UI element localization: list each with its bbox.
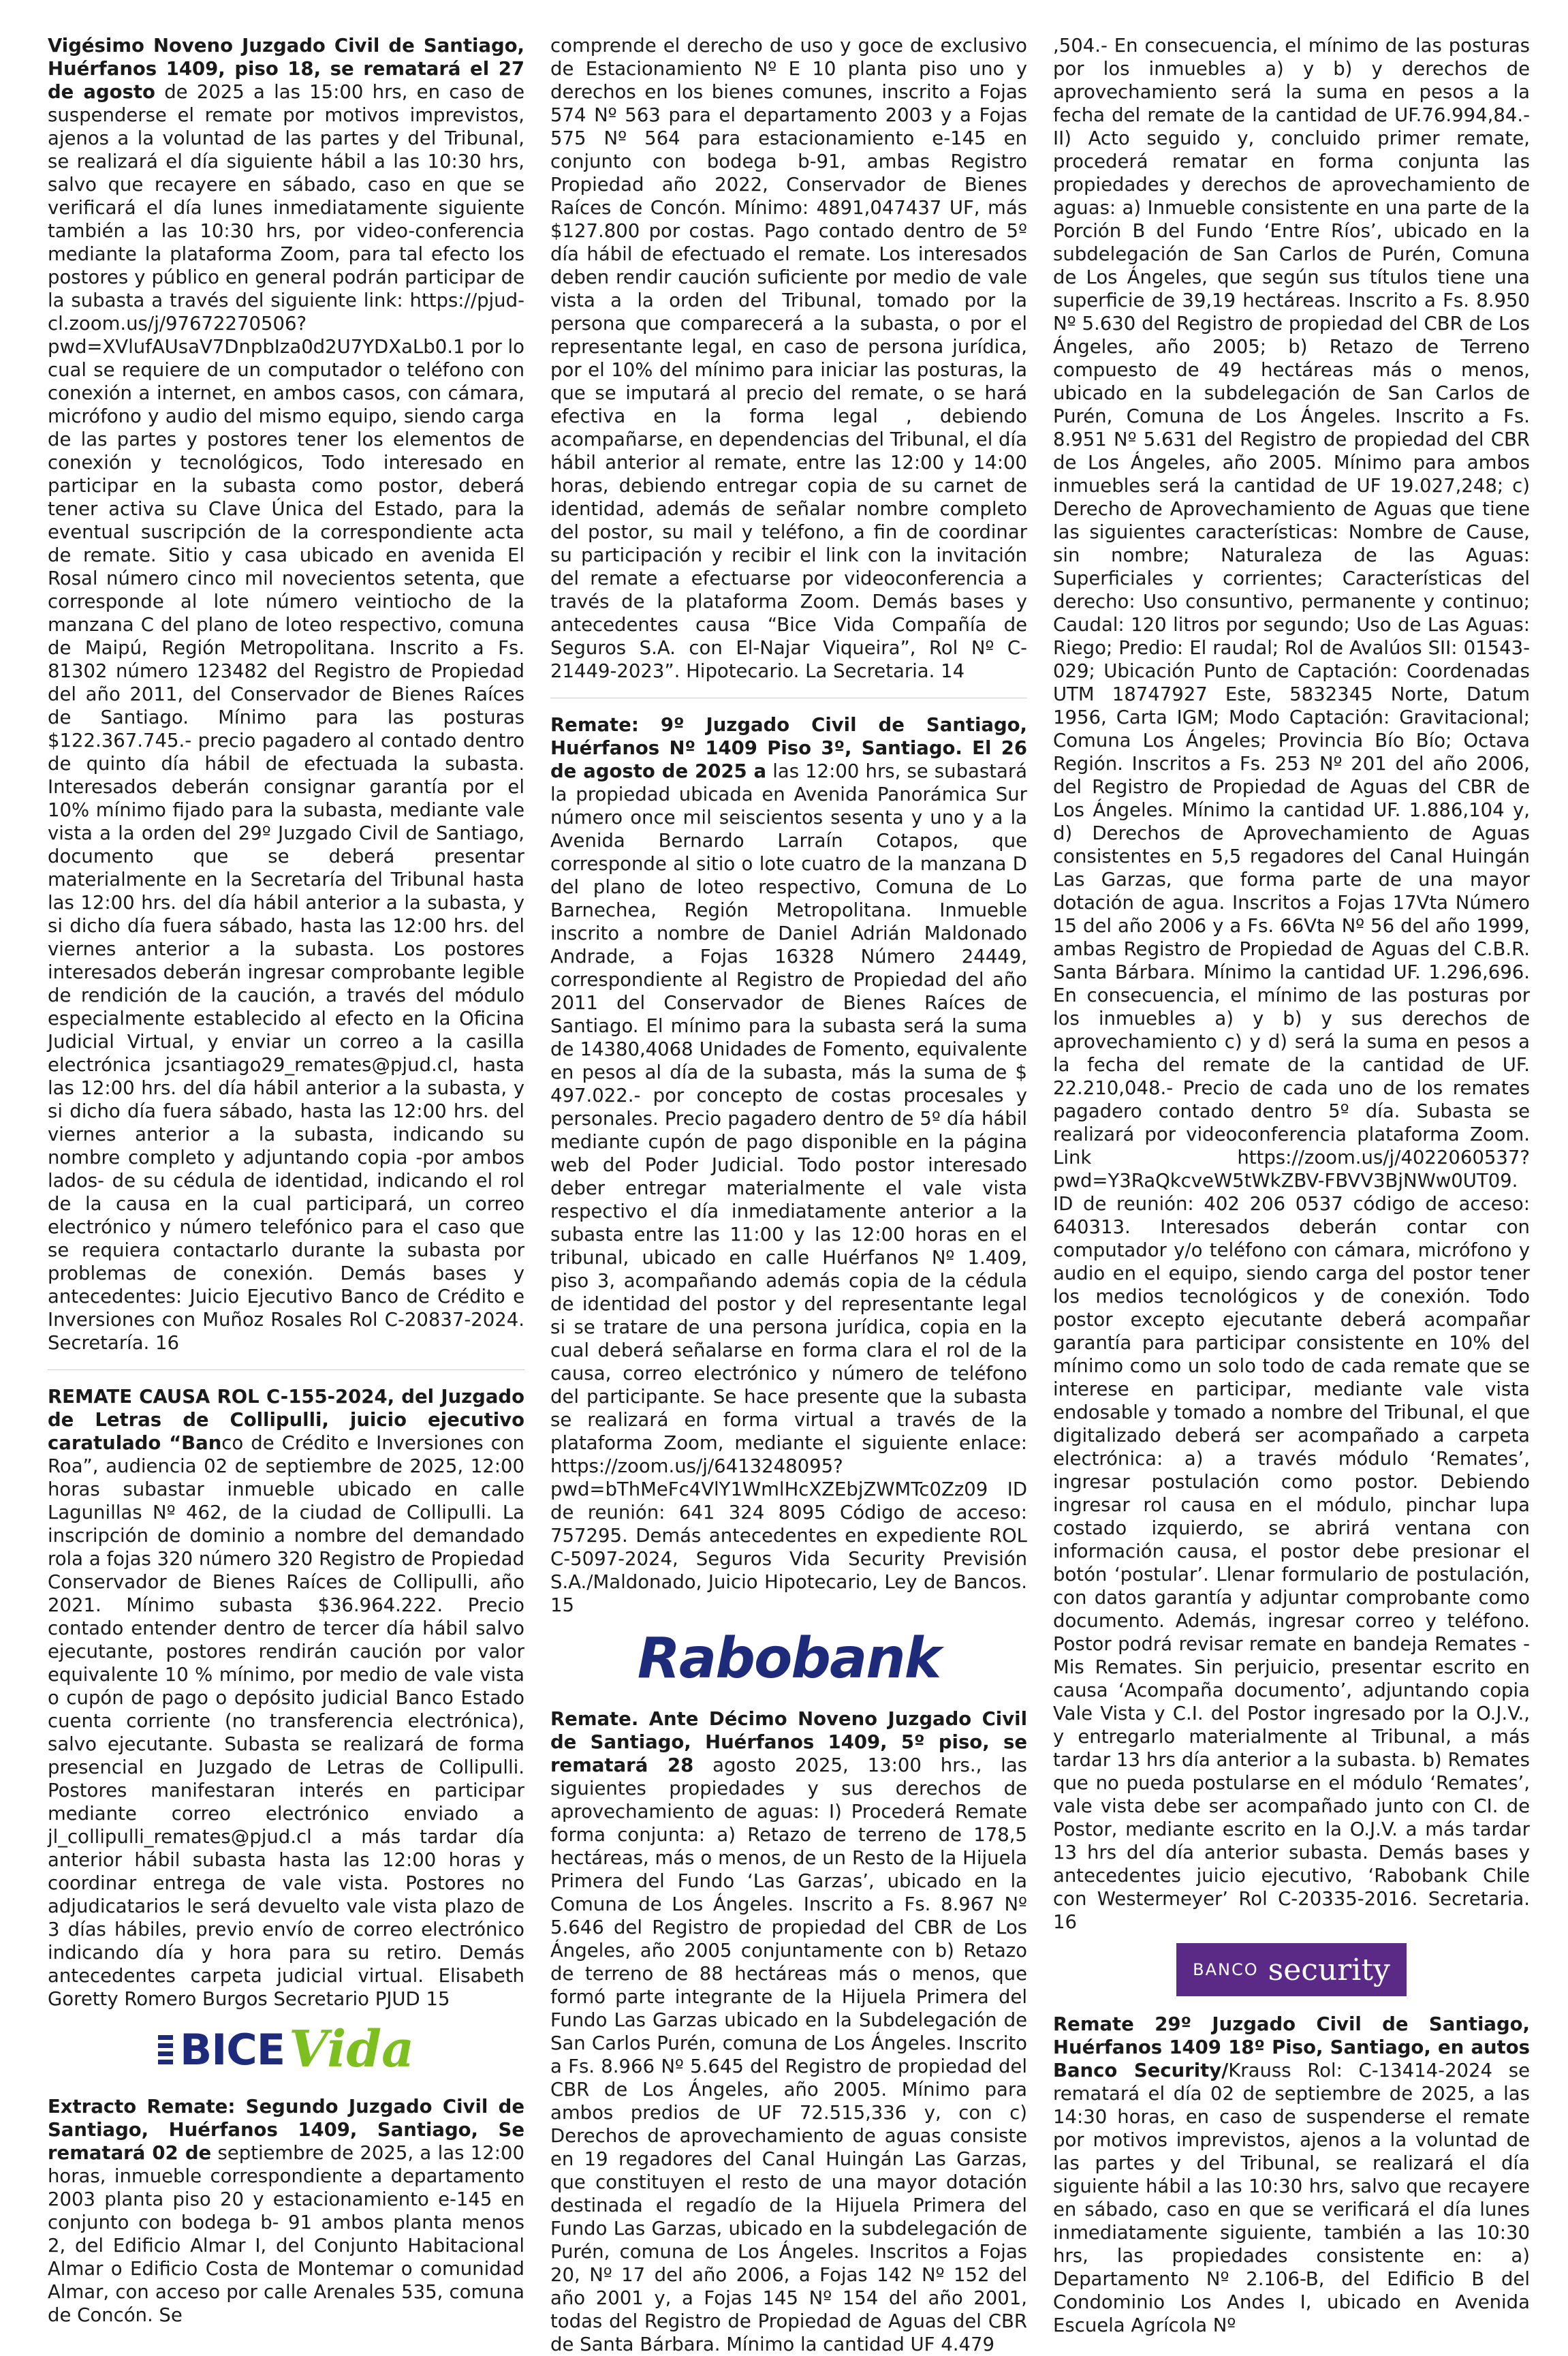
notice-body: Krauss Rol: C-13414-2024 se rematará el día 02 de septiembre de 2025, a las 14:30 horas, en caso de suspenderse el remate por motivos imprevistos, ajenos a la voluntad de las partes y del Tribunal, se realizará el día siguiente hábil a las 10:30 hrs, salvo que recayere en sábado, caso en que se verificará el día lunes inmediatamente siguiente, también a las 10:30 hrs, las propiedades consistente en: a) Departamento Nº 2.106-B, del Edificio B del Condominio Los Andes I, ubicado en Avenida Escuela Agrícola Nº: [1053, 2060, 1530, 2336]
legal-notice: [48, 34, 524, 1354]
rabobank-logo: [550, 1626, 1027, 1691]
notice-heading: REMATE CAUSA ROL C-155-2024, del Juzgado de Letras de Collipulli, juicio ejecutivo caratulado “Ban: [48, 1386, 524, 1454]
notice-body: ,504.- En consecuencia, el mínimo de las posturas por los inmuebles a) y b) y derechos de aprovechamiento será la suma en pesos a la fecha del remate de la cantidad de UF.76.994,84.- II) Acto seguido y, concluido primer remate, procederá rematar en forma conjunta las propiedades y derechos de aprovechamiento de aguas: a) Inmueble consistente en una parte de la Porción B del Fundo ‘Entre Ríos’, ubicado en la subdelegación de San Carlos de Purén, Comuna de Los Ángeles, que según sus títulos tiene una superficie de 39,19 hectáreas. Inscrito a Fs. 8.950 Nº 5.630 del Registro de propiedad del CBR de Los Ángeles, año 2005; b) Retazo de Terreno compuesto de 49 hectáreas más o menos, ubicado en la subdelegación de San Carlos de Purén, Comuna de Los Ángeles. Inscrito a Fs. 8.951 Nº 5.631 del Registro de propiedad del CBR de Los Ángeles, año 2005. Mínimo para ambos inmuebles será la cantidad de UF 19.027,248; c) Derecho de Aprovechamiento de Aguas que tiene las siguientes características: Nombre de Cause, sin nombre; Naturaleza de las Aguas: Superficiales y corrientes; Características del derecho: Uso consuntivo, permanente y continuo; Caudal: 120 litros por segundo; Uso de Las Aguas: Riego; Predio: El raudal; Rol de Avalúos SII: 01543-029; Ubicación Punto de Captación: Coordenadas UTM 18747927 Este, 5832345 Norte, Datum 1956, Carta IGM; Modo Captación: Gravitacional; Comuna Los Ángeles; Provincia Bío Bío; Octava Región. Inscritos a Fs. 253 Nº 201 del año 2006, del Registro de Propiedad de Aguas del CBR de Los Ángeles. Mínimo la cantidad UF. 1.886,104 y, d) Derechos de Aprovechamiento de Aguas consistentes en 5,5 regadores del Canal Huingán Las Garzas, que forma parte de una mayor dotación de agua. Inscritos a Fojas 17Vta Número 15 del año 2006 y a Fs. 66Vta Nº 56 del año 1999, ambas Registro de Propiedad de Aguas del C.B.R. Santa Bárbara. Mínimo la cantidad UF. 1.296,696. En consecuencia, el mínimo de las posturas por los inmuebles a) y b) y sus derechos de aprovechamiento c) y d) será la suma en pesos a la fecha del remate de la cantidad de UF. 22.210,048.- Precio de cada uno de los remates pagadero contado dentro 5º día. Subasta se realizará por videoconferencia plataforma Zoom. Link https://zoom.us/j/4022060537?pwd=Y3RaQkcveW5tWkZBV-FBVV3BjNWw0UT09. ID de reunión: 402 206 0537 código de acceso: 640313. Interesados deberán contar con computador y/o teléfono con cámara, micrófono y audio en el equipo, siendo carga del postor tener los medios tecnológicos y de conexión. Todo postor excepto ejecutante deberá acompañar garantía para participar consistente en 10% del mínimo como un solo todo de cada remate que se interese en participar, mediante vale vista endosable y tomado a nombre del Tribunal, el que digitalizado deberá ser acompañado a carpeta electrónica: a) a través módulo ‘Remates’, ingresar postulación como postor. Debiendo ingresar rol causa en el módulo, pinchar lupa costado izquierdo, se abrirá ventana con información causa, el postor debe presionar el botón ‘postular’. Llenar formulario de postulación, con datos garantía y adjuntar comprobante como documento. Además, ingresar correo y teléfono. Postor podrá revisar remate en bandeja Remates - Mis Remates. Sin perjuicio, presentar escrito en causa ‘Acompaña documento’, adjuntando copia Vale Vista y C.I. del Postor ingresado por la O.J.V., y entregarlo materialmente al Tribunal, a más tardar 13 hrs día anterior a la subasta. b) Remates que no pueda postularse en el módulo ‘Remates’, vale vista debe ser acompañado junto con CI. de Postor, mediante escrito en la O.J.V. a más tardar 13 hrs del día anterior subasta. Demás bases y antecedentes juicio ejecutivo, ‘Rabobank Chile con Westermeyer’ Rol C-20335-2016. Secretaria. 16: [1053, 35, 1530, 1933]
notice-body: comprende el derecho de uso y goce de exclusivo de Estacionamiento Nº E 10 planta piso uno y derechos en los bienes comunes, inscrito a Fojas 574 Nº 563 para el departamento 2003 y a Fojas 575 Nº 564 para estacionamiento e-145 en conjunto con bodega b-91, ambas Registro Propiedad año 2022, Conservador de Bienes Raíces de Concón. Mínimo: 4891,047437 UF, más $127.800 por costas. Pago contado dentro de 5º día hábil de efectuado el remate. Los interesados deben rendir caución suficiente por medio de vale vista a la orden del Tribunal, tomado por la persona que comparecerá a la subasta, o por el representante legal, en caso de persona jurídica, por el 10% del mínimo para iniciar las posturas, la que se imputará al precio del remate, o se hará efectiva en la forma legal , debiendo acompañarse, en dependencias del Tribunal, el día hábil anterior al remate, entre las 12:00 y 14:00 horas, debiendo entregar copia de su carnet de identidad, además de señalar nombre completo del postor, su mail y teléfono, a fin de coordinar su participación y recibir el link con la invitación del remate a efectuarse por videoconferencia a través de la plataforma Zoom. Demás bases y antecedentes causa “Bice Vida Compañía de Seguros S.A. con El-Najar Viqueira”, Rol Nº C-21449-2023”. Hipotecario. La Secretaria. 14: [550, 35, 1027, 682]
bice-lines-icon: [158, 2035, 173, 2064]
notice-body: agosto 2025, 13:00 hrs., las siguientes propiedades y sus derechos de aprovechamiento de aguas: I) Procederá Remate forma conjunta: a) Retazo de terreno de 178,5 hectáreas, más o menos, de un Resto de la Hijuela Primera del Fundo ‘Las Garzas’, ubicado en la Comuna de Los Ángeles. Inscrito a Fs. 8.967 Nº 5.646 del Registro de propiedad del CBR de Los Ángeles, año 2005 conjuntamente con b) Retazo de terreno de 88 hectáreas más o menos, que formó parte integrante de la Hijuela Primera del Fundo Las Garzas ubicado en la Subdelegación de San Carlos Purén, comuna de Los Ángeles. Inscrito a Fs. 8.966 Nº 5.645 del Registro de propiedad del CBR de Los Ángeles, año 2005. Mínimo para ambos predios de UF 72.515,336 y, con c) Derechos de aprovechamiento de aguas consiste en 19 regadores del Canal Huingán Las Garzas, que constituyen el resto de una mayor dotación destinada el regadío de la Hijuela Primera del Fundo Las Garzas, ubicado en la subdelegación de Purén, comuna de Los Ángeles. Inscritos a Fojas 20, Nº 17 del año 2006, a Fojas 142 Nº 152 del año 2001 y, a Fojas 145 Nº 154 del año 2001, todas del Registro de Propiedad de Aguas del CBR de Santa Bárbara. Mínimo la cantidad UF 4.479: [550, 1754, 1028, 2355]
legal-notice: [48, 1385, 524, 2011]
rabobank-logo-text: Rabobank: [637, 1626, 941, 1691]
column-2: [550, 34, 1028, 2355]
bice-logo-text: BICE: [179, 2024, 285, 2075]
legal-notice: [550, 1707, 1027, 2356]
legal-notice: [550, 713, 1027, 1617]
notice-body: de 2025 a las 15:00 hrs, en caso de suspenderse el remate por motivos imprevistos, ajenos a la voluntad de las partes y del Tribunal, se realizará el día siguiente hábil a las 10:30 hrs, salvo que recayere en sábado, caso en que se verificará el día lunes inmediatamente siguiente también a las 10:30 hrs, por video-conferencia mediante la plataforma Zoom, para tal efecto los postores y público en general podrán participar de la subasta a través del siguiente link: https://pjud-cl.zoom.us/j/97672270506?pwd=XVlufAUsaV7DnpbIza0d2U7YDXaLb0.1 por lo cual se requiere de un computador o teléfono con conexión a internet, en ambos casos, con cámara, micrófono y audio del mismo equipo, siendo carga de las partes y postores tener los elementos de conexión y tecnológicos, Todo interesado en participar en la subasta como postor, deberá tener activa su Clave Única del Estado, para la eventual suscripción de la correspondiente acta de remate. Sitio y casa ubicado en avenida El Rosal número cinco mil novecientos setenta, que corresponde al lote número veintiocho de la manzana C del plano de loteo respectivo, comuna de Maipú, Región Metropolitana. Inscrito a Fs. 81302 número 123482 del Registro de Propiedad del año 2011, del Conservador de Bienes Raíces de Santiago. Mínimo para las posturas $122.367.745.- precio pagadero al contado dentro de quinto día hábil de efectuada la subasta. Interesados deberán consignar garantía por el 10% mínimo fijado para la subasta, mediante vale vista a la orden del 29º Juzgado Civil de Santiago, documento que se deberá presentar materialmente en la Secretaría del Tribunal hasta las 12:00 hrs. del día hábil anterior a la subasta, y si dicho día fuera sábado, hasta las 12:00 hrs. del viernes anterior a la subasta. Los postores interesados deberán ingresar comprobante legible de rendición de la caución, a través del módulo especialmente establecido al efecto en la Oficina Judicial Virtual, y enviar un correo a la casilla electrónica jcsantiago29_remates@pjud.cl, hasta las 12:00 hrs. del día hábil anterior a la subasta, y si dicho día fuera sábado, hasta las 12:00 hrs. del viernes anterior a la subasta, indicando su nombre completo y adjuntando copia -por ambos lados- de su cédula de identidad, indicando el rol de la causa en la cual participará, un correo electrónico y número telefónico para el caso que se requiera contactarlo durante la subasta por problemas de conexión. Demás bases y antecedentes: Juicio Ejecutivo Banco de Crédito e Inversiones con Muñoz Rosales Rol C-20837-2024. Secretaría. 16: [48, 81, 525, 1354]
divider: [48, 1369, 524, 1370]
column-1: [48, 34, 525, 2326]
bice-vida-logo: [48, 2020, 524, 2079]
banco-logo-text: BANCO: [1193, 1960, 1259, 1979]
notice-body: co de Crédito e Inversiones con Roa”, audiencia 02 de septiembre de 2025, 12:00 horas subastar inmueble ubicado en calle Lagunillas Nº 462, de la ciudad de Collipulli. La inscripción de dominio a nombre del demandado rola a fojas 320 número 320 Registro de Propiedad Conservador de Bienes Raíces de Collipulli, año 2021. Mínimo subasta $36.964.222. Precio contado entender dentro de tercer día hábil salvo ejecutante, postores rendirán caución por valor equivalente 10 % mínimo, por medio de vale vista o cupón de pago o depósito judicial Banco Estado cuenta corriente (no transferencia electrónica), salvo ejecutante. Subasta se realizará de forma presencial en Juzgado de Letras de Collipulli. Postores manifestaran interés en participar mediante correo electrónico enviado a jl_collipulli_remates@pjud.cl a más tardar día anterior hábil subasta hasta las 12:00 horas y coordinar entrega de vale vista. Postores no adjudicatarios le será devuelto vale vista plazo de 3 días hábiles, previo envío de correo electrónico indicando día y hora para su retiro. Demás antecedentes carpeta judicial virtual. Elisabeth Goretty Romero Burgos Secretario PJUD 15: [48, 1432, 524, 2010]
legal-notice: [1053, 2013, 1530, 2337]
notice-heading: Remate. Ante Décimo Noveno Juzgado Civil de Santiago, Huérfanos 1409, 5º piso, se rematará 28: [550, 1708, 1027, 1776]
banco-security-logo: [1053, 1943, 1530, 1996]
notice-heading: Extracto Remate: Segundo Juzgado Civil de Santiago, Huérfanos 1409, Santiago, Se rematará 02 de: [48, 2096, 524, 2164]
columns: [48, 34, 1530, 2355]
legal-notice: [1053, 34, 1530, 1934]
notice-heading: Remate 29º Juzgado Civil de Santiago, Huérfanos 1409 18º Piso, Santiago, en autos Banco Security/: [1053, 2013, 1530, 2081]
legal-notice: [48, 2095, 524, 2327]
notice-heading: Vigésimo Noveno Juzgado Civil de Santiago, Huérfanos 1409, piso 18, se rematará el 27 de agosto: [48, 35, 524, 103]
notice-body: las 12:00 hrs, se subastará la propiedad ubicada en Avenida Panorámica Sur número once mil seiscientos sesenta y uno y a la Avenida Bernardo Larraín Cotapos, que corresponde al sitio o lote cuatro de la manzana D del plano de loteo respectivo, Comuna de Lo Barnechea, Región Metropolitana. Inmueble inscrito a nombre de Daniel Adrián Maldonado Andrade, a Fojas 16328 Número 24449, correspondiente al Registro de Propiedad del año 2011 del Conservador de Bienes Raíces de Santiago. El mínimo para la subasta será la suma de 14380,4068 Unidades de Fomento, equivalente en pesos al día de la subasta, más la suma de $ 497.022.- por concepto de costas procesales y personales. Precio pagadero dentro de 5º día hábil mediante cupón de pago disponible en la página web del Poder Judicial. Todo postor interesado deber entregar materialmente el vale vista respectivo el día inmediatamente anterior a la subasta entre las 11:00 y las 12:00 horas en el tribunal, ubicado en calle Huérfanos Nº 1.409, piso 3, acompañando además copia de la cédula de identidad del postor y del representante legal si se tratare de una persona jurídica, copia en la cual deberá señalarse en forma clara el rol de la causa, correo electrónico y número de teléfono del participante. Se hace presente que la subasta se realizará en forma virtual a través de la plataforma Zoom, mediante el siguiente enlace: https://zoom.us/j/6413248095?pwd=bThMeFc4VlY1WmlHcXZEbjZWMTc0Zz09 ID de reunión: 641 324 8095 Código de acceso: 757295. Demás antecedentes en expediente ROL C-5097-2024, Seguros Vida Security Previsión S.A./Maldonado, Juicio Hipotecario, Ley de Bancos. 15: [550, 760, 1027, 1616]
legal-notice: [550, 34, 1027, 683]
notice-body: septiembre de 2025, a las 12:00 horas, inmueble correspondiente a departamento 2003 planta piso 20 y estacionamiento e-145 en conjunto con bodega b- 91 ambos planta menos 2, del Edificio Almar I, del Conjunto Habitacional Almar o Edificio Costa de Montemar o comunidad Almar, con acceso por calle Arenales 535, comuna de Concón. Se: [48, 2142, 524, 2326]
security-logo-text: security: [1268, 1952, 1390, 1987]
notice-heading: Remate: 9º Juzgado Civil de Santiago, Huérfanos Nº 1409 Piso 3º, Santiago. El 26 de agosto de 2025 a: [550, 714, 1027, 782]
column-3: [1053, 34, 1530, 2336]
vida-logo-text: Vida: [289, 2020, 415, 2079]
